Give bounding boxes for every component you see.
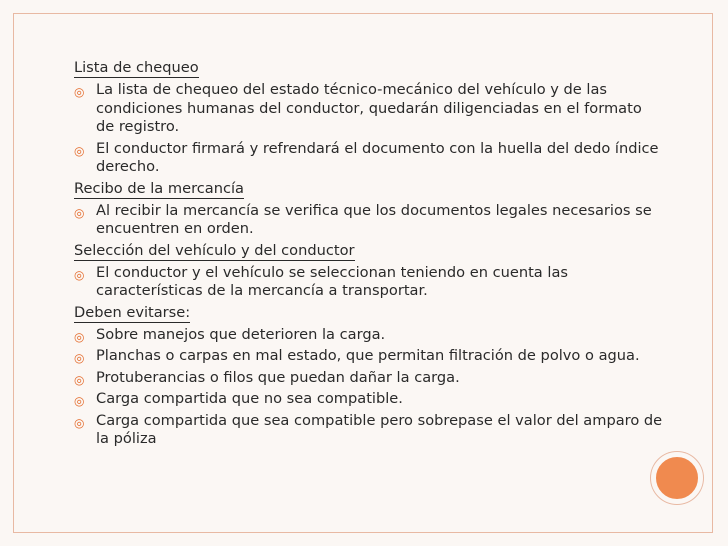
list-item-text: Sobre manejos que deterioren la carga. — [96, 325, 386, 343]
list-item — [74, 347, 664, 366]
section-lista-de-chequeo — [74, 59, 664, 177]
list-item — [74, 326, 664, 345]
section-heading: Recibo de la mercancía — [74, 179, 245, 197]
bullet-icon: ◎ — [74, 415, 85, 430]
list-item — [74, 369, 664, 388]
list-item-text: Carga compartida que no sea compatible. — [96, 390, 403, 407]
slide-content — [74, 58, 664, 452]
list-item — [74, 140, 664, 177]
bullet-icon: ◎ — [74, 85, 85, 99]
bullet-list — [74, 264, 664, 301]
bullet-icon: ◎ — [74, 372, 85, 387]
bullet-icon: ◎ — [74, 205, 85, 220]
bullet-icon: ◎ — [74, 351, 85, 365]
list-item — [74, 390, 664, 409]
section-heading: Lista de chequeo — [74, 59, 199, 76]
bullet-icon: ◎ — [74, 329, 85, 344]
list-item-text: Protuberancias o filos que puedan dañar la carga. — [96, 368, 460, 386]
list-item-text: Planchas o carpas en mal estado, que permitan filtración de polvo o agua. — [96, 347, 640, 364]
list-item — [74, 264, 664, 301]
bullet-icon: ◎ — [74, 143, 85, 158]
list-item — [74, 81, 664, 137]
bullet-list — [74, 202, 664, 239]
list-item — [74, 202, 664, 239]
list-item-text: El conductor firmará y refrendará el documento con la huella del dedo índice derecho. — [96, 139, 659, 175]
bullet-icon: ◎ — [74, 267, 85, 282]
section-heading: Deben evitarse: — [74, 303, 191, 321]
bullet-icon: ◎ — [74, 394, 85, 408]
list-item-text: Carga compartida que sea compatible pero sobrepase el valor del amparo de la póliza — [96, 411, 663, 447]
section-seleccion-vehiculo — [74, 242, 664, 301]
list-item-text: Al recibir la mercancía se verifica que los documentos legales necesarios se encuentren en orden. — [96, 201, 652, 237]
list-item-text: La lista de chequeo del estado técnico-mecánico del vehículo y de las condiciones humanas del conductor, quedarán diligenciadas en el formato de registro. — [96, 81, 642, 135]
bullet-list — [74, 81, 664, 177]
list-item — [74, 412, 664, 449]
section-heading: Selección del vehículo y del conductor — [74, 241, 355, 259]
list-item-text: El conductor y el vehículo se seleccionan teniendo en cuenta las características de la mercancía a transportar. — [96, 263, 568, 299]
section-deben-evitarse — [74, 304, 664, 449]
decorative-circle — [651, 452, 703, 504]
section-recibo-mercancia — [74, 180, 664, 239]
bullet-list — [74, 326, 664, 449]
